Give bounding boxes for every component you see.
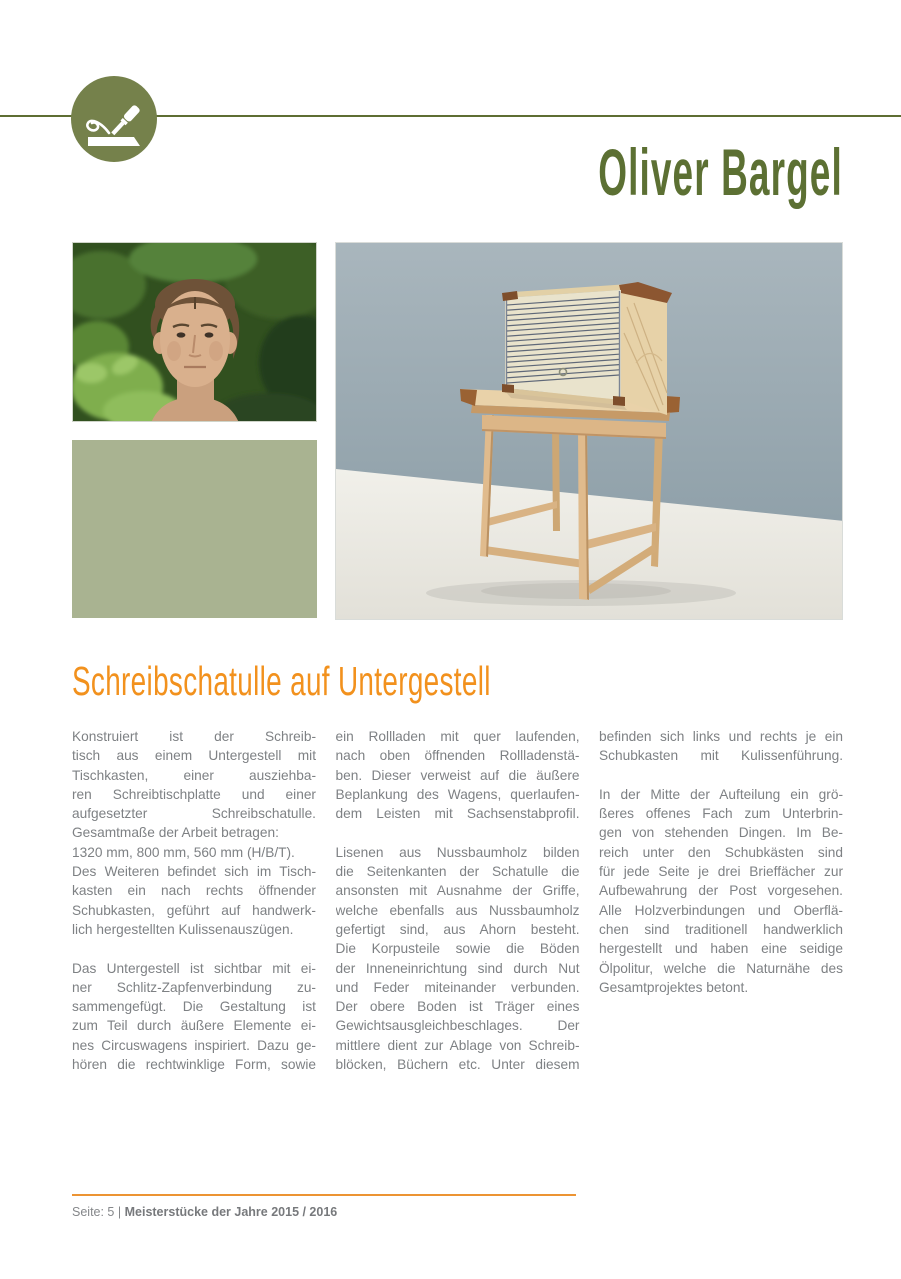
body-line: chen sind traditionell handwerklich — [599, 921, 843, 937]
body-line: nach oben öffnenden Rollladenstä- — [335, 748, 580, 764]
body-line: mittlere dient zur Ablage von Schreib- — [335, 1037, 580, 1053]
body-line: reich unter den Schubkästen sind — [599, 844, 843, 860]
paragraph-break — [336, 823, 580, 842]
text-column-1 — [72, 727, 316, 1074]
body-line: Schubkasten, geführt auf handwerk- — [72, 902, 316, 918]
body-line: Tischkasten, einer ausziehba- — [72, 767, 316, 783]
body-line: lich hergestellten Kulissenauszügen. — [72, 921, 294, 937]
publication-title: Meisterstücke der Jahre 2015 / 2016 — [124, 1205, 338, 1219]
body-line: hergestellt und haben eine seidige — [599, 941, 843, 957]
text-column-2 — [336, 727, 580, 1074]
text-column-3 — [599, 727, 843, 1074]
paragraph-break — [599, 766, 843, 785]
body-line: In der Mitte der Aufteilung ein grö- — [599, 786, 843, 802]
article-heading: Schreibschatulle auf Untergestell — [72, 658, 491, 704]
footer-text — [72, 1204, 337, 1220]
body-line: für jede Seite je drei Brieffächer zur — [599, 864, 843, 880]
page-title: Oliver Bargel — [598, 135, 843, 209]
body-line: hören die rechtwinklige Form, sowie — [72, 1057, 316, 1073]
body-line: die Seitenkanten der Schatulle die — [335, 864, 580, 880]
body-line: befinden sich links und rechts je ein — [599, 729, 843, 744]
body-line: blöcken, Büchern etc. Unter diesem — [335, 1057, 580, 1073]
body-line: ner Schlitz-Zapfenverbindung zu- — [72, 979, 316, 995]
product-photo — [335, 242, 843, 620]
footer-rule — [72, 1194, 576, 1196]
body-line: Des Weiteren befindet sich im Tisch- — [72, 864, 316, 880]
body-line: Schubkasten mit Kulissenführung. — [599, 748, 843, 764]
body-line: zum Teil durch äußere Elemente ei- — [72, 1018, 316, 1034]
body-line: Gesamtprojektes betont. — [599, 979, 749, 995]
body-line: gen von stehenden Dingen. Im Be- — [599, 825, 843, 841]
body-line: aufgesetzter Schreibschatulle. — [72, 806, 316, 822]
body-line: dem Leisten mit Sachsenstabprofil. — [335, 806, 580, 822]
body-line: Ölpolitur, welche die Naturnähe des — [599, 960, 843, 976]
body-line: ren Schreibtischplatte und einer — [72, 786, 316, 802]
footer-separator: | — [117, 1205, 122, 1219]
logo-badge — [71, 76, 157, 162]
body-line: Der obere Boden ist Träger eines — [335, 999, 580, 1015]
body-line: gefertigt sind, aus Ahorn besteht. — [335, 921, 580, 937]
portrait-photo — [72, 242, 317, 422]
paragraph-break — [72, 939, 316, 958]
body-line: ein Rollladen mit quer laufenden, — [335, 729, 580, 744]
body-line: Aufbewahrung der Post vorgesehen. — [599, 883, 843, 899]
body-line: welche ebenfalls aus Nussbaumholz — [335, 902, 580, 918]
body-line: Konstruiert ist der Schreib- — [72, 729, 316, 744]
body-line: 1320 mm, 800 mm, 560 mm (H/B/T). — [72, 844, 295, 860]
body-line: ßeres offenes Fach zum Unterbrin- — [599, 806, 843, 822]
body-line: Das Untergestell ist sichtbar mit ei- — [72, 960, 316, 976]
green-color-swatch — [72, 440, 317, 618]
body-line: nes Circuswagens inspiriert. Dazu ge- — [72, 1037, 316, 1053]
body-line: Alle Holzverbindungen und Oberflä- — [599, 902, 843, 918]
body-line: Gesamtmaße der Arbeit betragen: — [72, 825, 279, 841]
body-line: sammengefügt. Die Gestaltung ist — [72, 999, 316, 1015]
body-line: ansonsten mit Ausnahme der Griffe, — [335, 883, 580, 899]
body-line: Beplankung des Wagens, querlaufen- — [335, 786, 580, 802]
body-line: der Inneneinrichtung sind durch Nut — [335, 960, 580, 976]
body-line: und Feder miteinander verbunden. — [335, 979, 580, 995]
wood-carving-chisel-icon — [71, 76, 157, 162]
body-line: Gewichtsausgleichbeschlages. Der — [335, 1018, 580, 1034]
body-line: ben. Dieser verweist auf die äußere — [335, 767, 580, 783]
body-line: Lisenen aus Nussbaumholz bilden — [335, 844, 580, 860]
body-line: tisch aus einem Untergestell mit — [72, 748, 316, 764]
body-line: kasten ein nach rechts öffnender — [72, 883, 316, 899]
body-line: Die Korpusteile sowie die Böden — [335, 941, 580, 957]
page-number: Seite: 5 — [72, 1205, 115, 1219]
article-body — [72, 727, 843, 1074]
